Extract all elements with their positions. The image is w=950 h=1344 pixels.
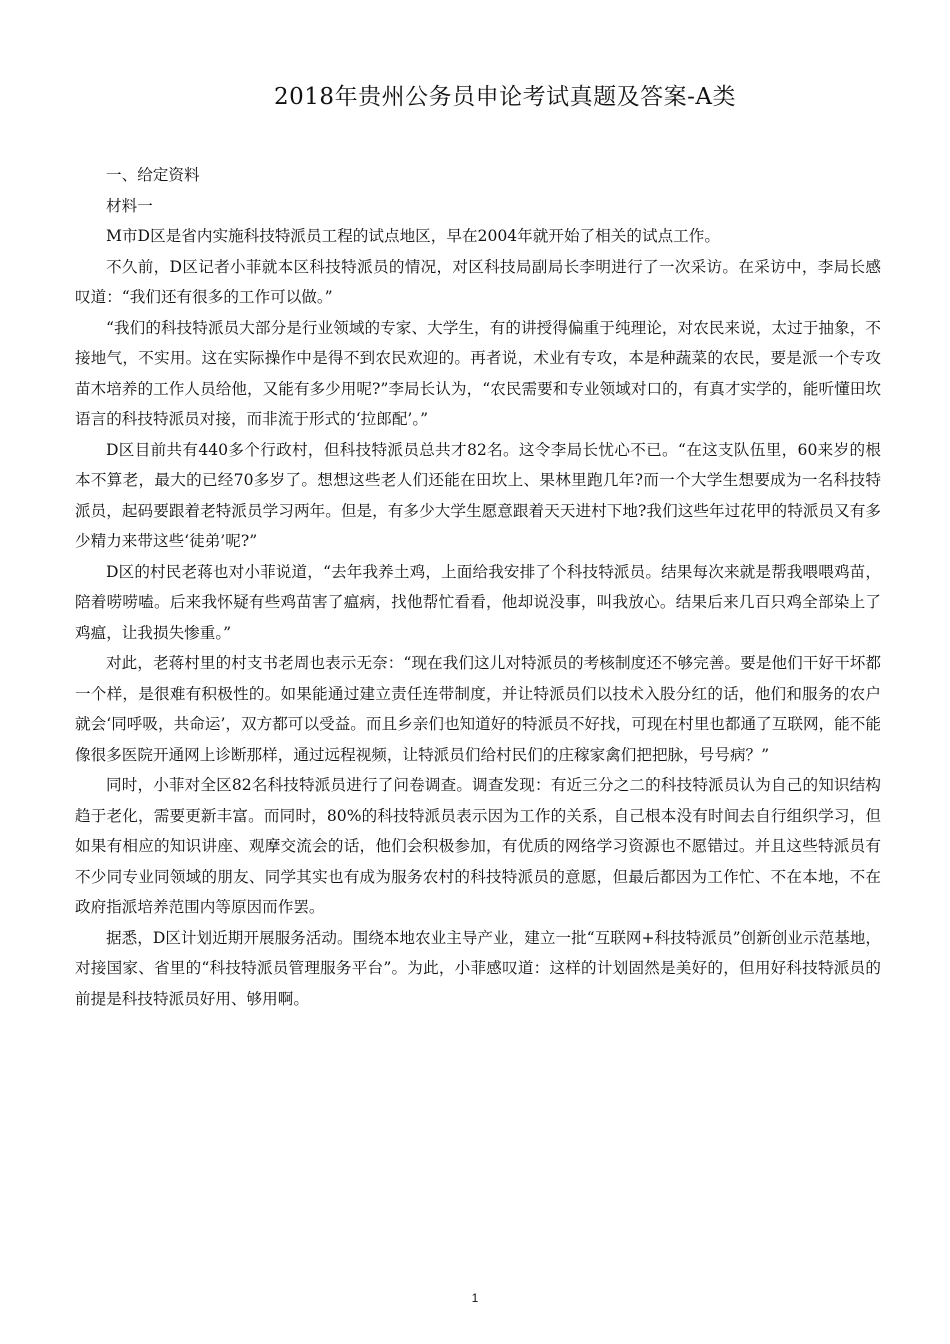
paragraph: 不久前，D区记者小菲就本区科技特派员的情况，对区科技局副局长李明进行了一次采访。在采访中，李局长感叹道：“我们还有很多的工作可以做。” xyxy=(75,257,881,306)
paragraph: D区的村民老蒋也对小菲说道，“去年我养土鸡，上面给我安排了个科技特派员。结果每次来就是帮我喂喂鸡苗，陪着唠唠嗑。后来我怀疑有些鸡苗害了瘟病，找他帮忙看看，他却说没事，叫我放心。结果后来几百只鸡全部染上了鸡瘟，让我损失惨重。” xyxy=(75,562,881,642)
page-number: 1 xyxy=(471,1291,479,1305)
paragraph: M市D区是省内实施科技特派员工程的试点地区，早在2004年就开始了相关的试点工作。 xyxy=(106,227,720,245)
paragraph: “我们的科技特派员大部分是行业领域的专家、大学生，有的讲授得偏重于纯理论，对农民来说，太过于抽象，不接地气，不实用。这在实际操作中是得不到农民欢迎的。再者说，术业有专攻，本是种蔬菜的农民，要是派一个专攻苗木培养的工作人员给他，又能有多少用呢?”李局长认为，“农民需要和专业领域对口的，有真才实学的，能听懂田坎语言的科技特派员对接，而非流于形式的‘拉郎配’。” xyxy=(75,318,881,428)
paragraph: D区目前共有440多个行政村，但科技特派员总共才82名。这令李局长忧心不已。“在这支队伍里，60来岁的根本不算老，最大的已经70多岁了。想想这些老人们还能在田坎上、果林里跑几年?而一个大学生想要成为一名科技特派员，起码要跟着老特派员学习两年。但是，有多少大学生愿意跟着天天进村下地?我们这些年过花甲的特派员又有多少精力来带这些‘徒弟’呢?” xyxy=(75,440,881,550)
section-heading: 一、给定资料 xyxy=(106,166,200,184)
material-heading: 材料一 xyxy=(106,196,153,215)
paragraph: 对此，老蒋村里的村支书老周也表示无奈：“现在我们这儿对特派员的考核制度还不够完善。要是他们干好干坏都一个样，是很难有积极性的。如果能通过建立责任连带制度，并让特派员们以技术入股分红的话，他们和服务的农户就会‘同呼吸，共命运’，双方都可以受益。而且乡亲们也知道好的特派员不好找，可现在村里也都通了互联网，能不能像很多医院开通网上诊断那样，通过远程视频，让特派员们给村民们的庄稼家禽们把把脉，号号病？” xyxy=(75,654,881,764)
document-body xyxy=(75,160,881,1014)
paragraph: 据悉，D区计划近期开展服务活动。围绕本地农业主导产业，建立一批“互联网+科技特派员”创新创业示范基地，对接国家、省里的“科技特派员管理服务平台”。为此，小菲感叹道：这样的计划固然是美好的，但用好科技特派员的前提是科技特派员好用、够用啊。 xyxy=(75,928,881,1008)
paragraph: 同时，小菲对全区82名科技特派员进行了问卷调查。调查发现：有近三分之二的科技特派员认为自己的知识结构趋于老化，需要更新丰富。而同时，80%的科技特派员表示因为工作的关系，自己根本没有时间去自行组织学习，但如果有相应的知识讲座、观摩交流会的话，他们会积极参加，有优质的网络学习资源也不愿错过。并且这些特派员有不少同专业同领域的朋友、同学其实也有成为服务农村的科技特派员的意愿，但最后都因为工作忙、不在本地，不在政府指派培养范围内等原因而作罢。 xyxy=(75,776,881,916)
document-title: 2018年贵州公务员申论考试真题及答案-A类 xyxy=(274,84,736,110)
